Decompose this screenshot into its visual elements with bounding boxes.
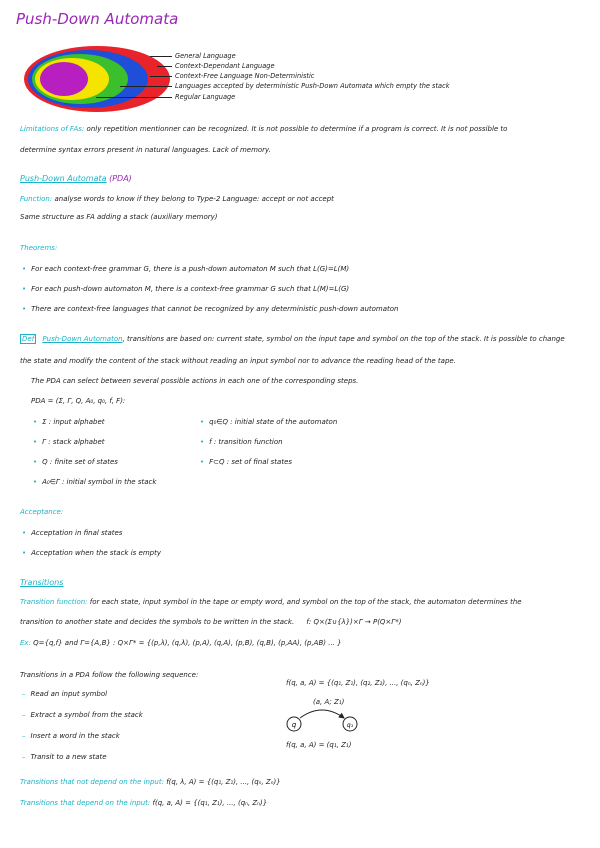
legend-label: Context-Free Language Non-Deterministic: [175, 72, 315, 80]
sequence-item: – Extract a symbol from the stack: [22, 712, 143, 719]
transitions-heading: Transitions: [20, 578, 64, 587]
theorem-item: • For each context-free grammar G, there is a push-down automaton M such that L(G)=L(M): [22, 266, 349, 273]
legend-connector: [157, 66, 172, 67]
pda-structure-text: Same structure as FA adding a stack (auxiliary memory): [20, 213, 218, 221]
sequence-item: – Read an input symbol: [22, 691, 107, 698]
def-line2: the state and modify the content of the stack without reading an input symbol nor to advance the reading head of the tape.: [20, 357, 456, 365]
def-term: Push-Down Automaton: [42, 335, 123, 343]
limitations-heading: Limitations of FAs:: [20, 125, 85, 133]
acceptance-heading: Acceptance:: [20, 508, 64, 516]
legend-connector: [150, 56, 172, 57]
legend-connector: [120, 86, 172, 87]
legend-label: General Language: [175, 52, 236, 60]
tuple-item: • Γ : stack alphabet: [33, 439, 105, 446]
definition-line-1: [20, 336, 565, 343]
pda-tuple: PDA = (Σ, Γ, Q, A₀, q₀, f, F):: [31, 397, 126, 405]
pda-heading: Push-Down Automata: [20, 174, 107, 183]
acceptance-item: • Acceptation when the stack is empty: [22, 550, 161, 557]
legend-label: Languages accepted by deterministic Push-Down Automata which empty the stack: [175, 82, 450, 90]
tuple-item: • F⊂Q : set of final states: [200, 459, 292, 466]
language-hierarchy-diagram: [22, 44, 172, 114]
transition-function-label: Transition function:: [20, 598, 88, 606]
no-input-formula: f(q, λ, A) = {(q₁, Z₁), ..., (qₙ, Zₙ)}: [166, 778, 281, 786]
diagram-arrow-label: (a, A; Z₁): [313, 698, 345, 706]
state-label-q: q: [291, 721, 297, 729]
sequence-intro: Transitions in a PDA follow the following sequence:: [20, 671, 199, 679]
state-label-q1: q₁: [346, 722, 354, 729]
pda-abbr: (PDA): [109, 174, 132, 183]
tuple-item: • Σ : input alphabet: [33, 419, 105, 426]
transition-arrow: [300, 710, 344, 718]
pda-heading-line: [20, 175, 132, 183]
input-formula: f(q, a, A) = {(q₁, Z₁), ..., (qₙ, Zₙ)}: [152, 799, 268, 807]
transition-function-line: [20, 599, 522, 606]
input-line: [20, 800, 267, 807]
limitations-text-2: determine syntax errors present in natural languages. Lack of memory.: [20, 146, 271, 154]
def-line1: , transitions are based on: current state, symbol on the input tape and symbol on the top of the stack. It is possible to change: [122, 335, 565, 343]
transition-text-2: transition to another state and decides the symbols to be written in the stack.: [20, 618, 295, 626]
transition-example-line: [20, 640, 342, 647]
legend-connector: [150, 76, 172, 77]
transition-line-2: [20, 619, 401, 626]
legend-connector: [96, 97, 172, 98]
theorem-item: • For each push-down automaton M, there is a context-free grammar G such that L(M)=L(G): [22, 286, 349, 293]
theorems-heading: Theorems:: [20, 244, 58, 252]
sequence-item: – Insert a word in the stack: [22, 733, 120, 740]
pda-function-label: Function:: [20, 195, 53, 203]
diagram-top-formula: f(q, a, A) = {(q₁, Z₁), (q₂, Z₂), ..., (qₙ, Zₙ)}: [286, 679, 430, 687]
transition-formula: f: Q×(Σ∪{λ})×Γ → P(Q×Γ*): [306, 618, 402, 626]
input-label: Transitions that depend on the input:: [20, 799, 151, 807]
limitations-text: only repetition mentionner can be recognized. It is not possible to determine if a program is correct. It is not possible to: [86, 125, 508, 133]
tuple-item: • q₀∈Q : initial state of the automaton: [200, 419, 337, 426]
no-input-line: [20, 779, 281, 786]
example-text: Q={q,f} and Γ={A,B} : Q×Γ* = {(p,λ), (q,λ), (p,A), (q,A), (p,B), (q,B), (p,AA), (p,AB) ... }: [33, 639, 342, 647]
no-input-label: Transitions that not depend on the input:: [20, 778, 164, 786]
limitations-line: [20, 126, 507, 133]
tuple-item: • f : transition function: [200, 439, 283, 446]
page-title: Push-Down Automata: [16, 10, 179, 28]
tuple-item: • A₀∈Γ : initial symbol in the stack: [33, 479, 156, 486]
acceptance-item: • Acceptation in final states: [22, 530, 122, 537]
def-box: Def: [22, 335, 35, 343]
transition-function-text: for each state, input symbol in the tape or empty word, and symbol on the top of the stack, the automaton determines the: [89, 598, 522, 606]
theorem-item: • There are context-free languages that cannot be recognized by any deterministic push-down automaton: [22, 306, 398, 313]
example-label: Ex:: [20, 639, 31, 647]
legend-label: Context-Dependant Language: [175, 62, 275, 70]
def-line3: The PDA can select between several possible actions in each one of the corresponding steps.: [31, 377, 359, 385]
regular-language-ring: [40, 62, 88, 96]
diagram-bottom-formula: f(q, a, A) = (q₁, Z₁): [286, 741, 352, 749]
pda-function-line: [20, 196, 334, 203]
sequence-item: – Transit to a new state: [22, 754, 107, 761]
legend-label: Regular Language: [175, 93, 236, 101]
pda-function-text: analyse words to know if they belong to Type-2 Language: accept or not accept: [54, 195, 334, 203]
transition-diagram: [284, 704, 364, 738]
tuple-item: • Q : finite set of states: [33, 459, 118, 466]
